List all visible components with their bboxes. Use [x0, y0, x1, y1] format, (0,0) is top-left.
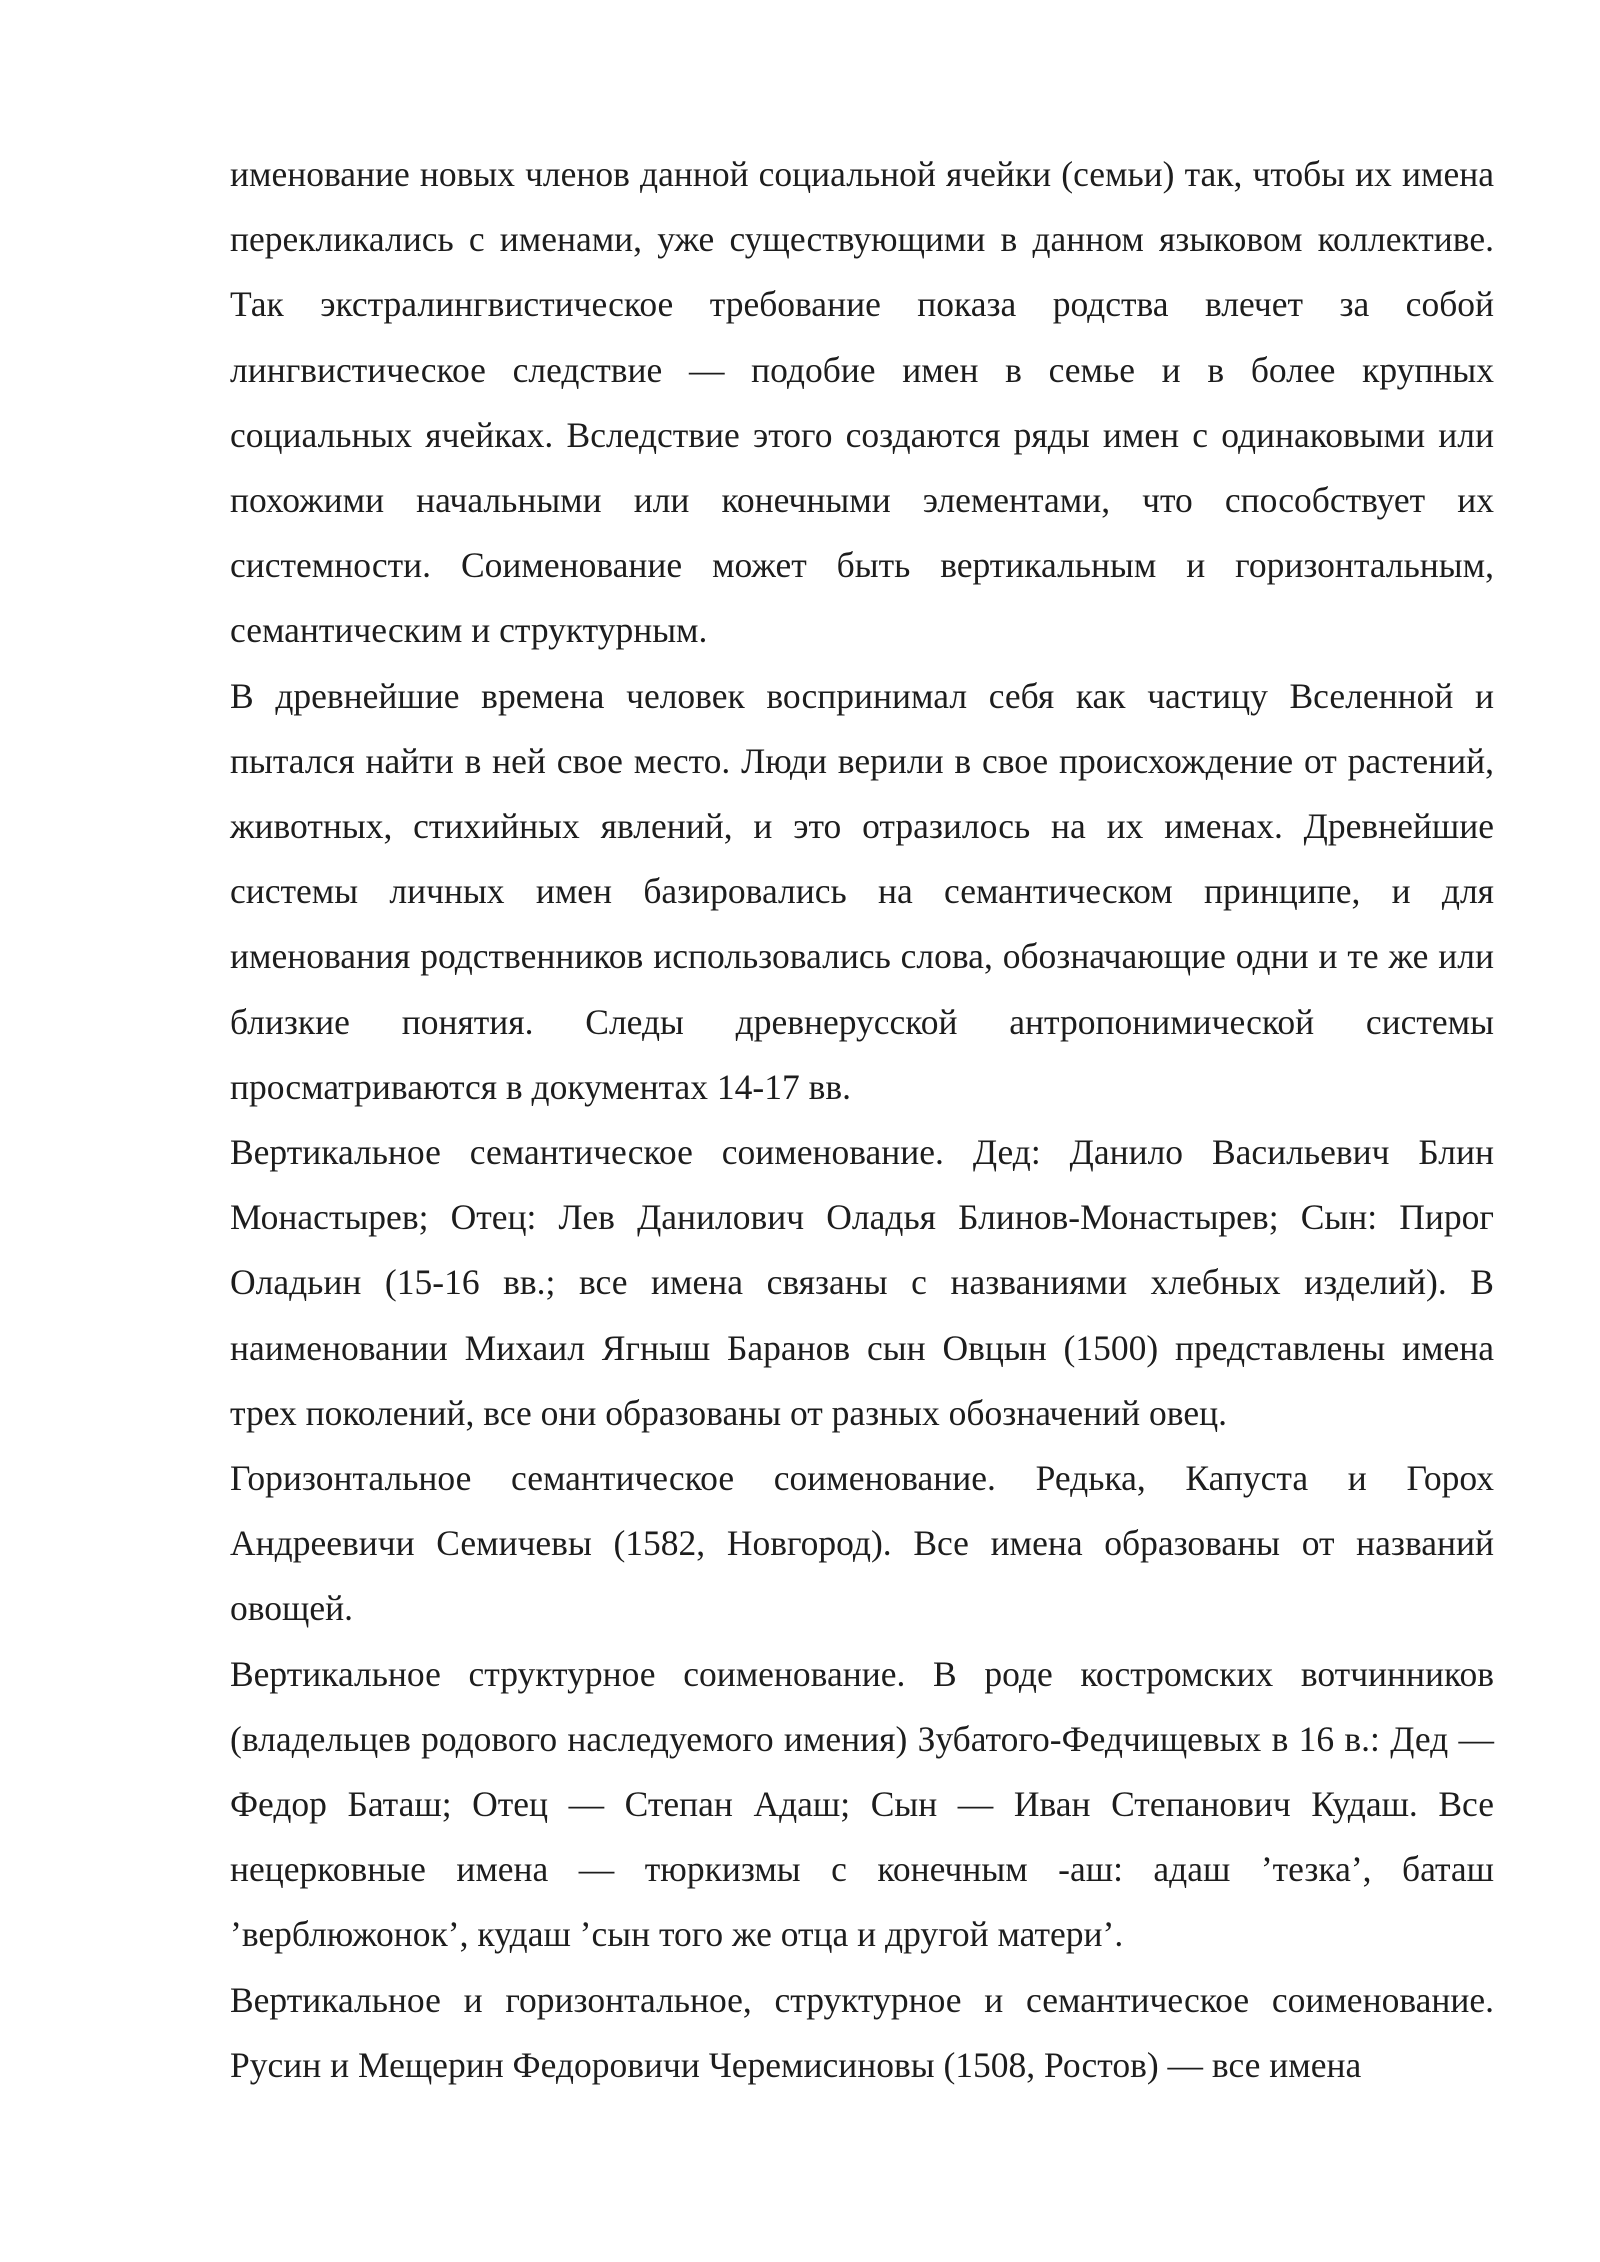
paragraph-ancient-times: В древнейшие времена человек воспринимал себя как частицу Вселенной и пытался найти в ней свое место. Люди верили в свое происхождение от растений, животных, стихийных явлений, и это отразилось на их именах. Древнейшие системы личных имен базировались на семантическом принципе, и для именования родственников использовались слова, обозначающие одни и те же или близкие понятия. Следы древнерусской антропонимической системы просматриваются в документах 14-17 вв.: [230, 675, 1494, 1107]
paragraph-vertical-semantic: Вертикальное семантическое соименование. Дед: Данило Васильевич Блин Монастырев; Отец: Лев Данилович Оладья Блинов-Монастырев; Сын: Пирог Оладьин (15-16 вв.; все имена связаны с названиями хлебных изделий). В наименовании Михаил Ягныш Баранов сын Овцын (1500) представлены имена трех поколений, все они образованы от разных обозначений овец.: [230, 1132, 1494, 1433]
body-text: [230, 142, 1494, 2098]
paragraph-horizontal-semantic: Горизонтальное семантическое соименование. Редька, Капуста и Горох Андреевичи Семичевы (1582, Новгород). Все имена образованы от названий овощей.: [230, 1458, 1494, 1629]
paragraph-soimenovanie-intro: именование новых членов данной социальной ячейки (семьи) так, чтобы их имена перекликались с именами, уже существующими в данном языковом коллективе. Так экстралингвистическое требование показа родства влечет за собой лингвистическое следствие — подобие имен в семье и в более крупных социальных ячейках. Вследствие этого создаются ряды имен с одинаковыми или похожими начальными или конечными элементами, что способствует их системности. Соименование может быть вертикальным и горизонтальным, семантическим и структурным.: [230, 154, 1494, 651]
paragraph-vertical-structural: Вертикальное структурное соименование. В роде костромских вотчинников (владельцев родового наследуемого имения) Зубатого-Федчищевых в 16 в.: Дед — Федор Баташ; Отец — Степан Адаш; Сын — Иван Степанович Кудаш. Все нецерковные имена — тюркизмы с конечным -аш: адаш ’тезка’, баташ ’верблюжонок’, кудаш ’сын того же отца и другой матери’.: [230, 1653, 1494, 1955]
paragraph-vertical-horizontal: Вертикальное и горизонтальное, структурное и семантическое соименование. Русин и Мещерин Федоровичи Черемисиновы (1508, Ростов) — все имена: [230, 1979, 1494, 2085]
